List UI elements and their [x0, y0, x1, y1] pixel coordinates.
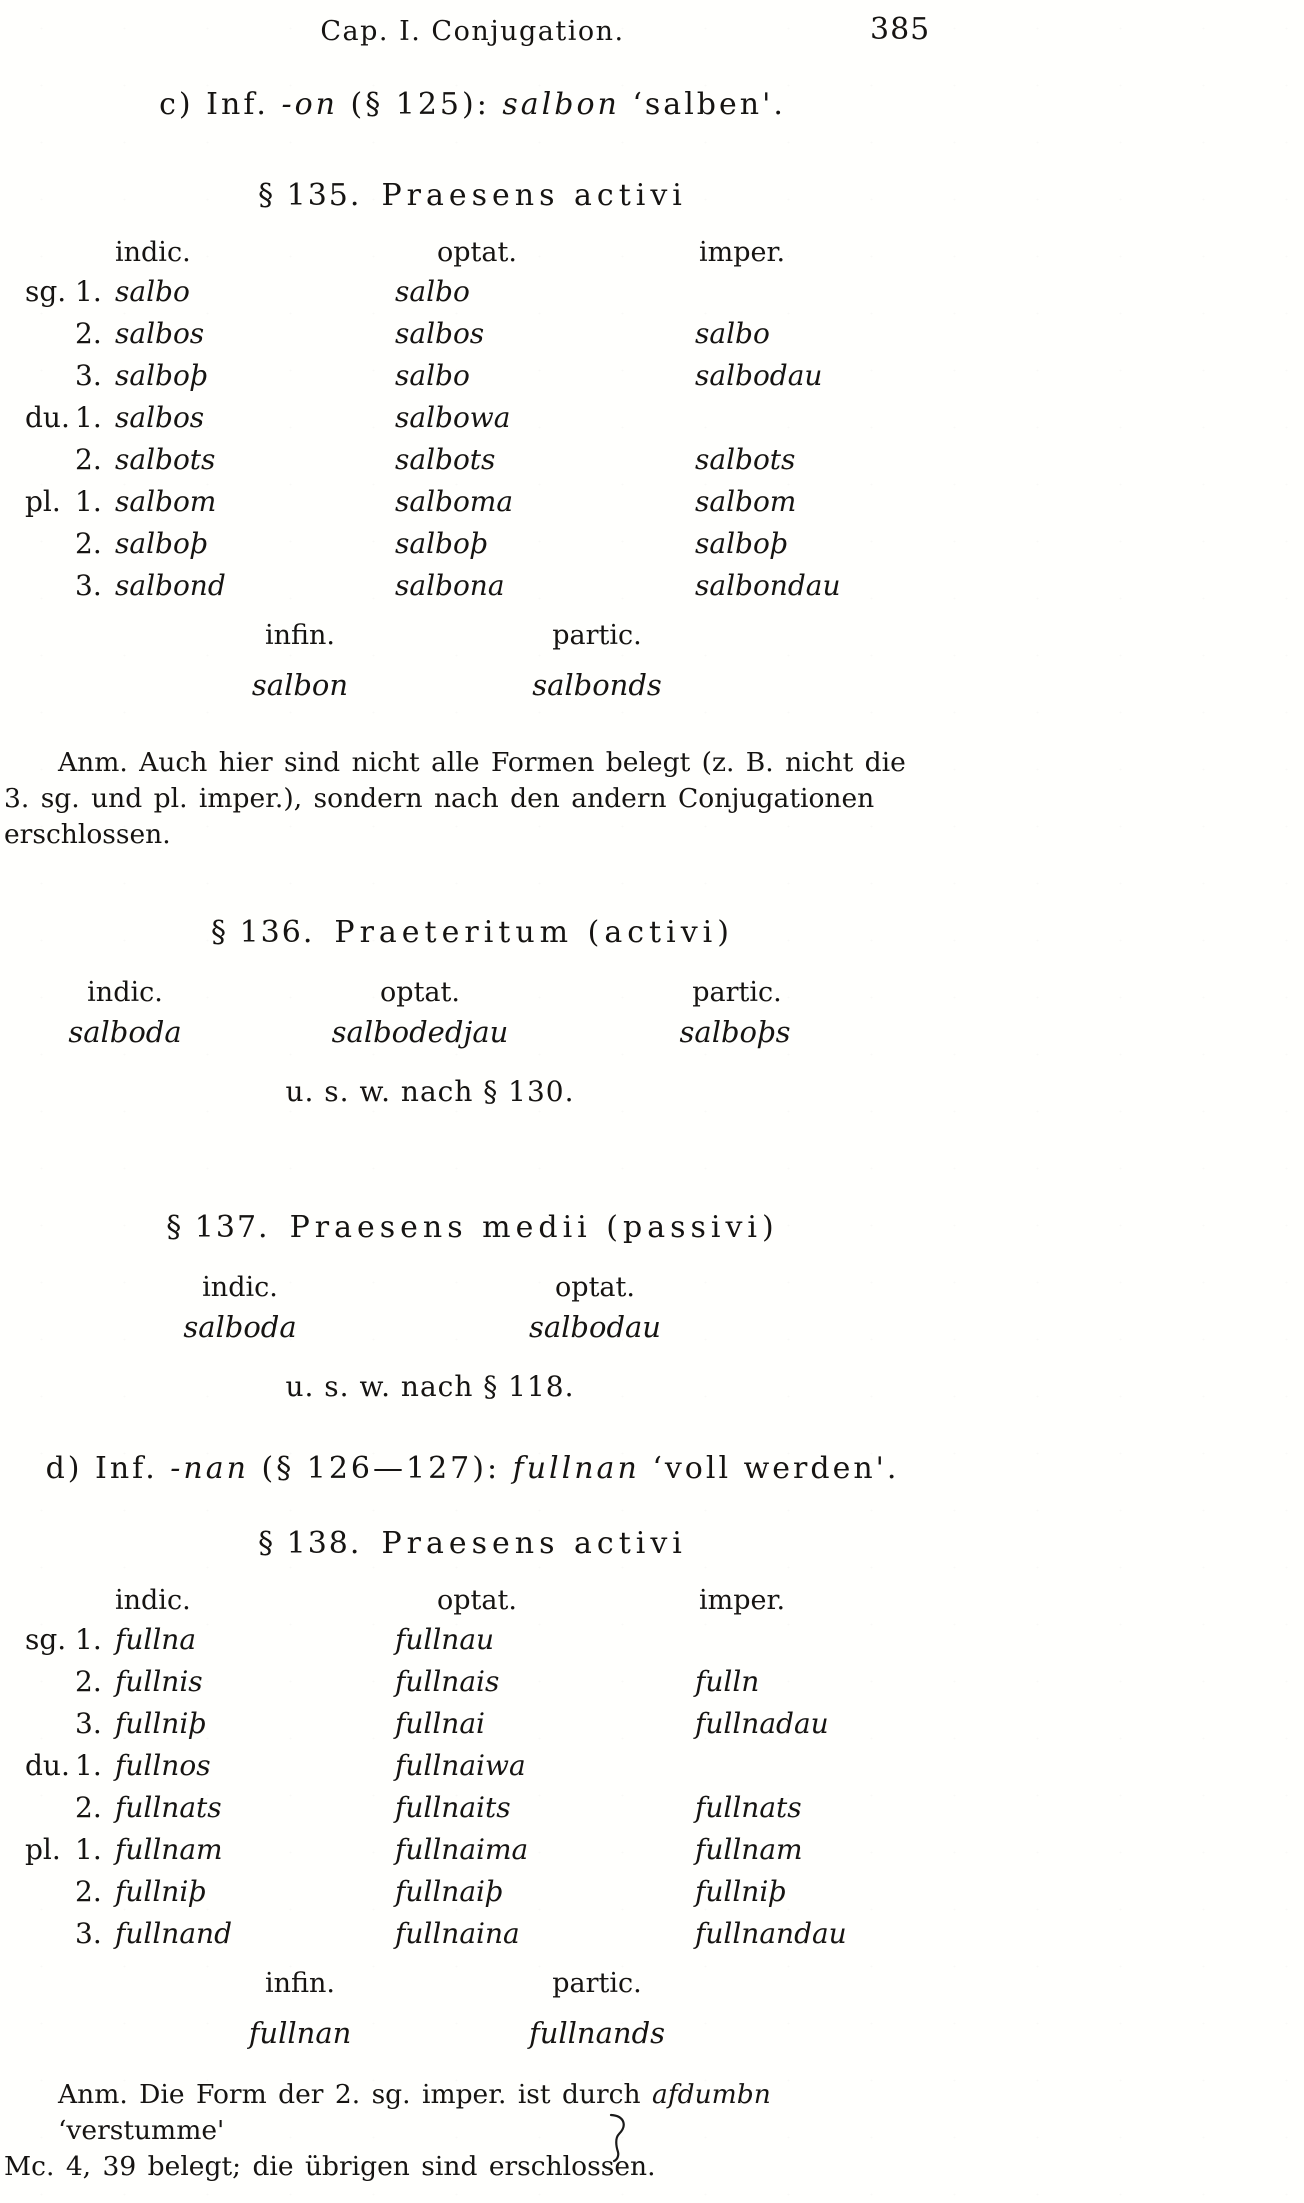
row-group-label: [25, 1871, 75, 1913]
indicative-form: fullnats: [115, 1791, 222, 1824]
row-person-number: 2.: [75, 1665, 102, 1698]
optative-form: salbowa: [395, 401, 511, 434]
column-header-imperative: imper.: [699, 237, 786, 268]
row-group-label: [25, 1703, 75, 1745]
optative-form: fullnai: [395, 1707, 485, 1740]
column-header-optative: optat.: [437, 237, 517, 268]
optative-form: salbos: [395, 317, 485, 350]
row-person-number: 3.: [75, 359, 102, 392]
row-person-number: 1.: [75, 401, 102, 434]
conjugation-table-row: [25, 1619, 945, 1661]
imperative-form: salbots: [695, 443, 796, 476]
imperative-form: salbondau: [695, 569, 841, 602]
row-group-label: du.: [25, 401, 70, 434]
conjugation-table-row: [25, 1871, 945, 1913]
table-137-forms: [0, 1305, 945, 1349]
row-person-number: 1.: [75, 485, 102, 518]
column-header-optative: optat.: [437, 1585, 517, 1616]
infinitive-form: salbon: [251, 668, 349, 702]
optative-form: salbo: [395, 359, 470, 392]
note-line: 3. sg. und pl. imper.), sondern nach den andern Conjugationen erschlossen.: [4, 783, 875, 850]
text-segment: ʻverstumme': [58, 2115, 225, 2146]
indicative-form: salbom: [115, 485, 217, 518]
indicative-form: fullnand: [115, 1917, 232, 1950]
note-line: [0, 2077, 945, 2149]
section-title: Praesens activi: [381, 1526, 687, 1561]
section-number: § 135.: [258, 178, 362, 213]
conjugation-table-row: [25, 1829, 945, 1871]
imperative-form: salbom: [695, 485, 797, 518]
section-title: Praesens medii (passivi): [289, 1210, 779, 1245]
conjugation-table-138: [0, 1619, 945, 1955]
table-136-forms: [0, 1010, 945, 1054]
optative-form: salboma: [395, 485, 514, 518]
imperative-form: fullnandau: [695, 1917, 847, 1950]
conjugation-table-row: [25, 313, 945, 355]
column-header-optative: optat.: [555, 1272, 635, 1303]
row-group-label: [25, 439, 75, 481]
column-header-participle: partic.: [692, 977, 782, 1008]
note-135: [0, 745, 945, 853]
conjugation-table-row: [25, 271, 945, 313]
indicative-form: salboþ: [115, 527, 208, 560]
section-number: § 136.: [211, 915, 315, 950]
row-person-number: 1.: [75, 1833, 102, 1866]
section-number: § 137.: [166, 1210, 270, 1245]
row-person-number: 2.: [75, 527, 102, 560]
optative-form: salbo: [395, 275, 470, 308]
table-135-nonfinite-labels: [0, 619, 945, 653]
conjugation-table-row: [25, 1913, 945, 1955]
optative-form: fullnais: [395, 1665, 500, 1698]
row-person-number: 2.: [75, 317, 102, 350]
note-138: [0, 2077, 945, 2185]
column-header-indicative: indic.: [115, 237, 191, 268]
participle-form: fullnands: [528, 2016, 666, 2050]
note-line: Anm. Auch hier sind nicht alle Formen belegt (z. B. nicht die: [58, 747, 906, 778]
indicative-form: salboþ: [115, 359, 208, 392]
optative-form: salboþ: [395, 527, 488, 560]
imperative-form: [695, 1745, 925, 1787]
indicative-form: salboda: [68, 1015, 182, 1049]
indicative-form: fullniþ: [115, 1707, 207, 1740]
text-segment: Anm. Die Form der 2. sg. imper. ist durch: [58, 2079, 653, 2110]
indicative-form: salbos: [115, 401, 205, 434]
row-group-label: [25, 1913, 75, 1955]
table-138-nonfinite-forms: [0, 2013, 945, 2053]
conjugation-table-row: [25, 397, 945, 439]
optative-form: fullnau: [395, 1623, 495, 1656]
column-header-imperative: imper.: [699, 1585, 786, 1616]
conjugation-table-row: [25, 1787, 945, 1829]
conjugation-table-row: [25, 439, 945, 481]
gothic-suffix: -on: [281, 87, 338, 122]
row-person-number: 3.: [75, 1917, 102, 1950]
gothic-word: fullnan: [512, 1451, 640, 1486]
section-135-heading: [0, 178, 945, 213]
row-group-label: [25, 1787, 75, 1829]
optative-form: salbodedjau: [331, 1015, 509, 1049]
row-person-number: 3.: [75, 1707, 102, 1740]
imperative-form: [695, 397, 925, 439]
text-segment: (§ 125):: [337, 87, 503, 122]
column-header-indicative: indic.: [115, 1585, 191, 1616]
optative-form: fullnaima: [395, 1833, 529, 1866]
indicative-form: fullniþ: [115, 1875, 207, 1908]
row-person-number: 2.: [75, 1791, 102, 1824]
imperative-form: salboþ: [695, 527, 788, 560]
imperative-form: salbo: [695, 317, 770, 350]
text-segment: d) Inf.: [45, 1451, 171, 1486]
indicative-form: fullnos: [115, 1749, 211, 1782]
row-group-label: sg.: [25, 1623, 67, 1656]
conjugation-table-row: [25, 355, 945, 397]
row-person-number: 1.: [75, 1749, 102, 1782]
row-group-label: [25, 523, 75, 565]
conjugation-table-row: [25, 481, 945, 523]
infinitive-label: infin.: [264, 620, 335, 651]
infinitive-label: infin.: [264, 1968, 335, 1999]
note-line: Mc. 4, 39 belegt; die übrigen sind erschlossen.: [4, 2151, 656, 2182]
section-137-heading: [0, 1210, 945, 1245]
imperative-form: fullnats: [695, 1791, 802, 1824]
conjugation-table-row: [25, 1661, 945, 1703]
column-header-indicative: indic.: [202, 1272, 278, 1303]
indicative-form: fullnis: [115, 1665, 203, 1698]
row-person-number: 2.: [75, 1875, 102, 1908]
indicative-form: salbo: [115, 275, 190, 308]
imperative-form: fullnadau: [695, 1707, 829, 1740]
gothic-suffix: -nan: [170, 1451, 249, 1486]
imperative-form: [695, 271, 925, 313]
printers-mark: [605, 2112, 631, 2164]
gothic-word: afdumbn: [652, 2079, 771, 2110]
row-person-number: 1.: [75, 1623, 102, 1656]
section-c-intro: [0, 87, 945, 122]
optative-form: fullnaina: [395, 1917, 520, 1950]
section-d-intro: [0, 1451, 945, 1486]
page-number: 385: [870, 12, 931, 47]
imperative-form: salbodau: [695, 359, 823, 392]
etc-reference-line: u. s. w. nach § 130.: [285, 1075, 575, 1108]
section-title: Praesens activi: [381, 178, 687, 213]
conjugation-table-row: [25, 565, 945, 607]
row-person-number: 1.: [75, 275, 102, 308]
etc-reference-line: u. s. w. nach § 118.: [285, 1370, 575, 1403]
section-title: Praeteritum (activi): [334, 915, 734, 950]
table-135-nonfinite-forms: [0, 665, 945, 705]
indicative-form: salboda: [183, 1310, 297, 1344]
column-header-indicative: indic.: [87, 977, 163, 1008]
row-group-label: [25, 313, 75, 355]
section-136-heading: [0, 915, 945, 950]
row-group-label: [25, 355, 75, 397]
indicative-form: fullnam: [115, 1833, 223, 1866]
section-number: § 138.: [258, 1526, 362, 1561]
optative-form: salbona: [395, 569, 505, 602]
imperative-form: [695, 1619, 925, 1661]
optative-form: salbodau: [528, 1310, 661, 1344]
indicative-form: salbots: [115, 443, 216, 476]
table-138-column-headers: [25, 1583, 945, 1619]
row-person-number: 3.: [75, 569, 102, 602]
row-group-label: du.: [25, 1749, 70, 1782]
indicative-form: salbond: [115, 569, 226, 602]
section-138-heading: [0, 1526, 945, 1561]
gothic-word: salbon: [502, 87, 620, 122]
table-137-column-headers: [0, 1271, 945, 1305]
table-138-nonfinite-labels: [0, 1967, 945, 2001]
row-group-label: [25, 1661, 75, 1703]
imperative-form: fullniþ: [695, 1875, 787, 1908]
optative-form: fullnaiwa: [395, 1749, 526, 1782]
table-135-column-headers: [25, 235, 945, 271]
text-segment: ʻsalben'.: [619, 87, 786, 122]
conjugation-table-row: [25, 1745, 945, 1787]
row-group-label: [25, 565, 75, 607]
column-header-optative: optat.: [380, 977, 460, 1008]
indicative-form: salbos: [115, 317, 205, 350]
conjugation-table-row: [25, 1703, 945, 1745]
participle-form: salboþs: [679, 1015, 791, 1049]
optative-form: salbots: [395, 443, 496, 476]
row-person-number: 2.: [75, 443, 102, 476]
row-group-label: pl.: [25, 1833, 61, 1866]
conjugation-table-135: [0, 271, 945, 607]
participle-label: partic.: [552, 1968, 642, 1999]
text-segment: c) Inf.: [159, 87, 282, 122]
optative-form: fullnaiþ: [395, 1875, 503, 1908]
running-header: Cap. I. Conjugation.: [320, 16, 625, 47]
imperative-form: fulln: [695, 1665, 760, 1698]
participle-label: partic.: [552, 620, 642, 651]
indicative-form: fullna: [115, 1623, 197, 1656]
conjugation-table-row: [25, 523, 945, 565]
participle-form: salbonds: [532, 668, 662, 702]
infinitive-form: fullnan: [248, 2016, 352, 2050]
table-136-column-headers: [0, 976, 945, 1010]
text-segment: (§ 126—127):: [248, 1451, 513, 1486]
optative-form: fullnaits: [395, 1791, 511, 1824]
row-group-label: pl.: [25, 485, 61, 518]
row-group-label: sg.: [25, 275, 67, 308]
imperative-form: fullnam: [695, 1833, 803, 1866]
text-segment: ʻvoll werden'.: [639, 1451, 900, 1486]
